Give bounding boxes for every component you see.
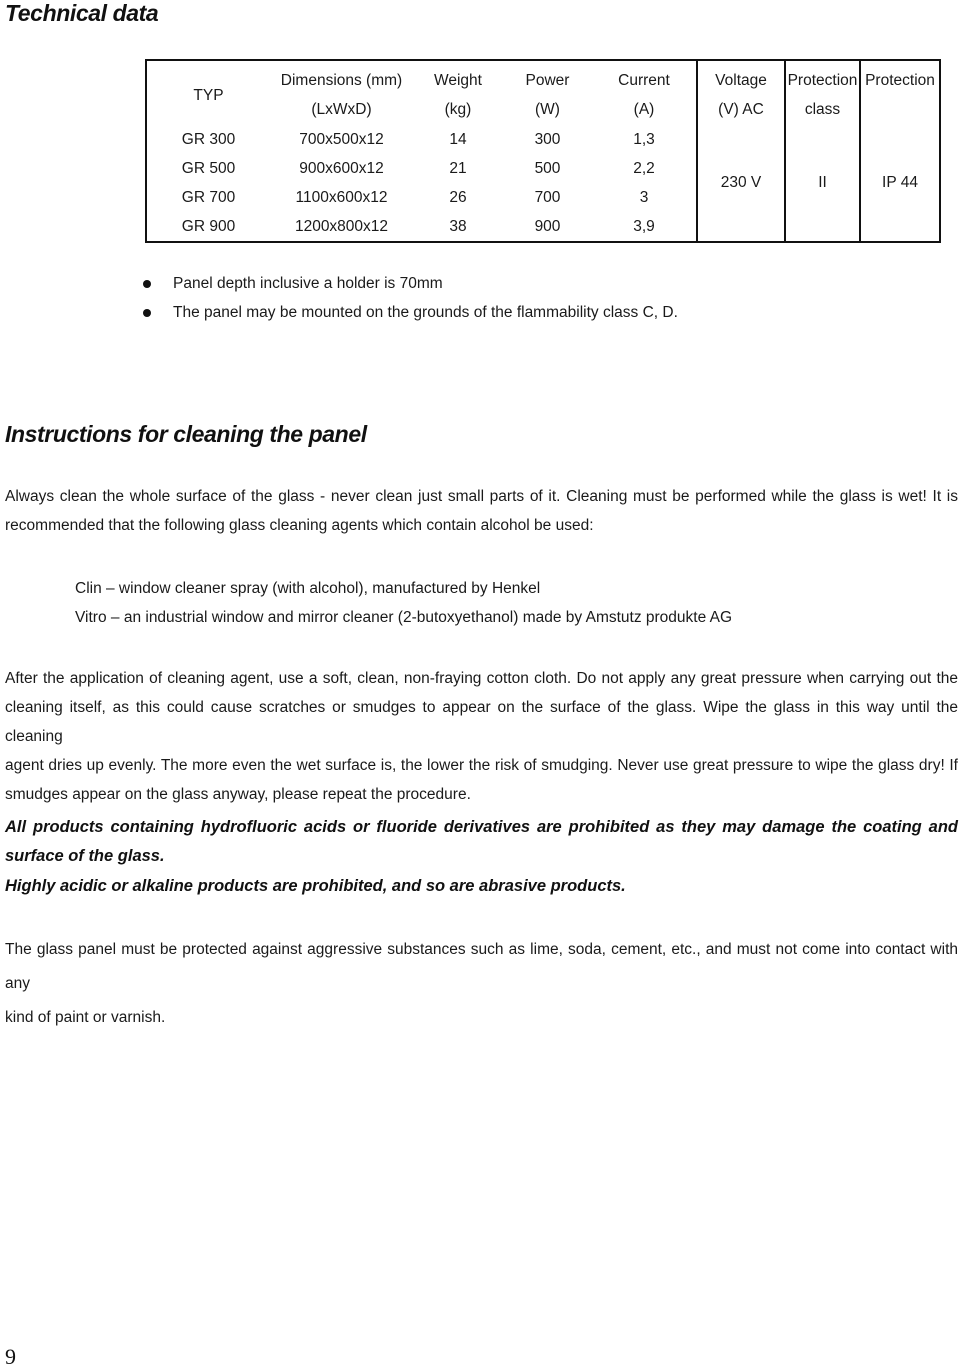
paragraph-line: surface of the glass. [5,847,165,865]
cell-typ: GR 300 [181,130,236,148]
table-row [146,125,940,154]
cell-dimensions: 900x600x12 [299,159,384,177]
list-item [140,301,678,330]
header-voltage: Voltage [697,60,785,95]
paragraph-line: Highly acidic or alkaline products are prohibited, and so are abrasive products. [5,877,626,895]
header-dimensions: Dimensions (mm) [280,72,403,89]
cell-current: 3,9 [633,217,655,235]
paragraph-line: kind of paint or varnish. [5,1009,166,1026]
spec-bullet-list [140,272,678,330]
cell-power: 300 [534,130,561,148]
cell-power: 900 [534,217,561,235]
acidic-products-warning [5,872,958,901]
cell-power: 700 [534,188,561,206]
cell-typ: GR 700 [181,188,236,206]
cleaning-agents-list [75,574,732,632]
cell-current: 3 [639,188,649,206]
protection-paragraph [5,933,958,1035]
cell-dimensions: 1100x600x12 [295,188,388,206]
list-item: Vitro – an industrial window and mirror cleaner (2-butoxyethanol) made by Amstutz produkte AG [75,609,733,626]
header-weight: Weight [434,72,482,89]
header-dimensions-unit: (LxWxD) [311,101,372,118]
bullet-icon [143,309,151,317]
header-typ: TYP [193,87,224,104]
cell-current: 1,3 [633,130,655,148]
header-power: Power [525,72,570,89]
cell-power: 500 [534,159,561,177]
cell-typ: GR 900 [181,217,236,235]
bullet-text: The panel may be mounted on the grounds of the flammability class C, D. [173,304,678,321]
hydrofluoric-warning [5,813,958,871]
cell-current: 2,2 [633,159,655,177]
cell-weight: 26 [449,188,467,206]
cell-typ: GR 500 [181,159,236,177]
paragraph-line: All products containing hydrofluoric acids or fluoride derivatives are prohibited as they may damage the coating and [5,818,958,836]
cleaning-intro-paragraph [5,482,958,540]
header-current-unit: (A) [633,101,655,118]
header-current: Current [618,72,670,89]
header-weight-unit: (kg) [444,101,472,118]
application-paragraph [5,664,958,809]
cell-weight: 14 [449,130,467,148]
page-number: 9 [5,1344,16,1369]
technical-data-table [145,59,941,243]
cell-protection-class: II [785,125,860,242]
header-power-unit: (W) [535,101,560,118]
cell-protection: IP 44 [860,125,940,242]
paragraph-line: recommended that the following glass cleaning agents which contain alcohol be used: [5,517,594,534]
cleaning-heading: Instructions for cleaning the panel [5,421,367,447]
cell-dimensions: 1200x800x12 [294,217,389,235]
paragraph-line: Always clean the whole surface of the glass - never clean just small parts of it. Cleaning must be performed while the glass is wet! It is [5,488,958,505]
paragraph-line: After the application of cleaning agent, use a soft, clean, non-fraying cotton cloth. Do not apply any great pressure when carrying out the [5,670,958,687]
header-protection-class: Protection [785,60,860,95]
cell-weight: 38 [449,217,467,235]
paragraph-line: agent dries up evenly. The more even the wet surface is, the lower the risk of smudging. Never use great pressure to wipe the glass dry! If [5,757,958,774]
header-protection: Protection [860,60,940,95]
bullet-icon [143,280,151,288]
cell-voltage: 230 V [697,125,785,242]
table-header-row [146,60,940,95]
technical-data-heading: Technical data [5,0,159,26]
bullet-text: Panel depth inclusive a holder is 70mm [173,275,443,292]
cell-dimensions: 700x500x12 [299,130,384,148]
list-item [140,272,678,301]
header-voltage-unit: (V) AC [697,95,785,125]
paragraph-line: The glass panel must be protected against aggressive substances such as lime, soda, cement, etc., and must not come into contact with any [5,941,958,992]
paragraph-line: smudges appear on the glass anyway, please repeat the procedure. [5,786,471,803]
paragraph-line: cleaning itself, as this could cause scratches or smudges to appear on the surface of the glass. Wipe the glass in this way until the cleaning [5,699,958,745]
header-protection-class-unit: class [785,95,860,125]
header-protection-blank [860,95,940,125]
cell-weight: 21 [449,159,467,177]
list-item: Clin – window cleaner spray (with alcohol), manufactured by Henkel [75,580,541,597]
